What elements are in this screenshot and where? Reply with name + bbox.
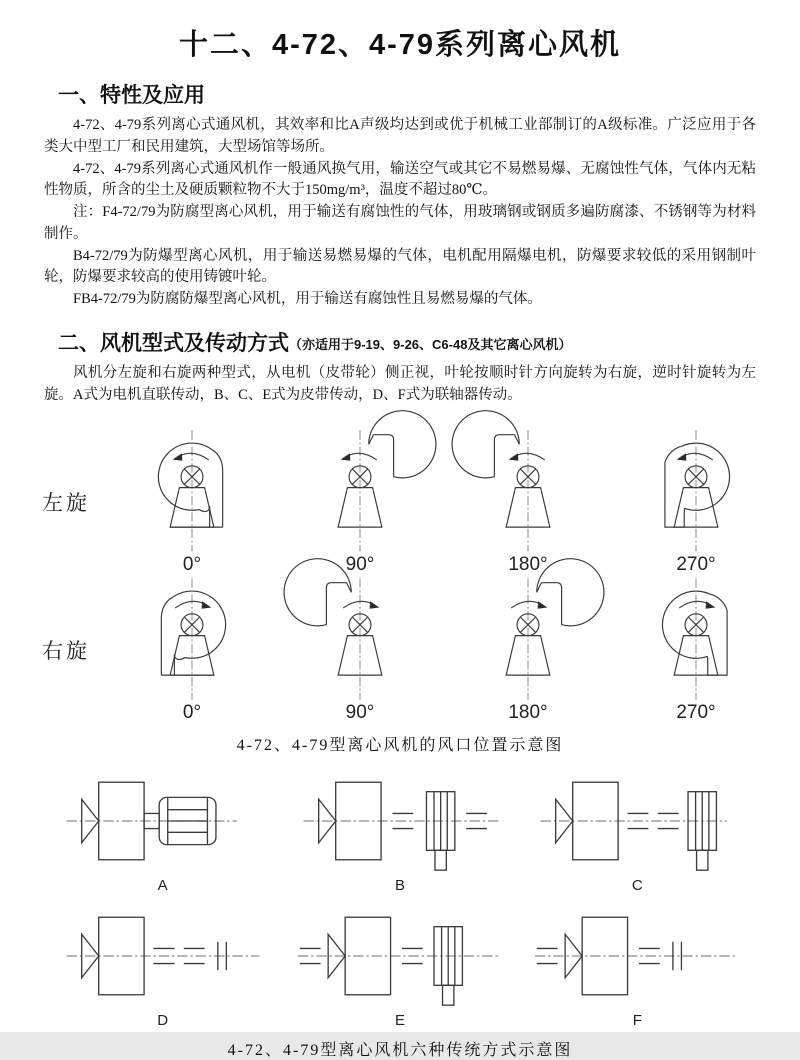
paragraph: FB4-72/79为防腐防爆型离心风机，用于输送有腐蚀性且易燃易爆的气体。 [73,291,542,307]
fan-cell-left-180 [444,428,612,576]
fan-cell-right-90 [276,576,444,724]
fan-cell-left-270 [612,428,780,576]
fan-cell-left-0 [108,428,276,576]
transmission-cell-d [44,904,281,1029]
angle-label: 270° [676,702,716,724]
fan-volute-180-mirror-icon [465,576,591,702]
transmission-label: E [394,1012,405,1030]
paragraph: 4-72、4-79系列离心式通风机作一般通风换气用，输送空气或其它不易燃易爆、无腐蚀性气体，气体内无粘性物质，所含的尘土及硬质颗粒物不大于150mg/m³，温度不超过80℃。 [44,160,756,199]
angle-label: 0° [182,554,202,576]
fan-cell-left-90 [276,428,444,576]
paragraph: 4-72、4-79系列离心式通风机，其效率和比A声级均达到或优于机械工业部制订的A级标准。广泛应用于各类大中型工厂和民用建筑，大型场馆等场所。 [44,117,756,155]
transmission-cell-e [281,904,518,1029]
row-label-right-rotation: 右旋 [42,639,90,664]
fan-row-left-rotation [0,428,800,576]
fan-volute-270-mirror-icon [633,576,759,702]
angle-label: 270° [676,554,716,576]
transmission-label: B [394,877,405,895]
fan-outlet-diagram [0,428,800,755]
transmission-a-icon [57,769,269,873]
angle-label: 180° [508,702,548,724]
section2-heading-text: 二、风机型式及传动方式 [58,331,289,355]
angle-label: 90° [345,702,375,724]
fan-diagram-caption: 4-72、4-79型离心风机的风口位置示意图 [236,737,564,755]
transmission-e-icon [294,904,506,1008]
section2-heading-note: （亦适用于9-19、9-26、C6-48及其它离心风机） [289,336,572,352]
fan-volute-270-icon [633,428,759,554]
transmission-label: D [157,1012,169,1030]
transmission-cell-c [519,769,756,894]
transmission-label: C [631,877,643,895]
fan-volute-0-icon [129,428,255,554]
section1-heading: 一、特性及应用 [58,84,205,107]
transmission-label: F [632,1012,642,1030]
transmission-cell-f [519,904,756,1029]
angle-label: 90° [345,554,375,576]
row-label-left-rotation: 左旋 [42,491,90,516]
transmission-f-icon [531,904,743,1008]
transmission-diagram-caption: 4-72、4-79型离心风机六种传统方式示意图 [227,1042,573,1060]
fan-row-right-rotation [0,576,800,724]
paragraph: 注：F4-72/79为防腐型离心风机，用于输送有腐蚀性的气体，用玻璃钢或钢质多遍防腐漆、不锈钢等为材料制作。 [44,204,756,242]
fan-volute-90-mirror-icon [297,576,423,702]
section1-body [44,115,756,311]
transmission-label: A [157,877,168,895]
fan-cell-right-0 [108,576,276,724]
angle-label: 180° [508,554,548,576]
transmission-c-icon [531,769,743,873]
transmission-cell-b [281,769,518,894]
transmission-d-icon [57,904,269,1008]
section2-heading [58,327,800,357]
fan-cell-right-270 [612,576,780,724]
section2-body [44,363,756,407]
transmission-diagram [0,769,800,1029]
paragraph: 风机分左旋和右旋两种型式，从电机（皮带轮）侧正视，叶轮按顺时针方向旋转为右旋，逆时针旋转为左旋。A式为电机直联传动，B、C、E式为皮带传动，D、F式为联轴器传动。 [44,364,756,403]
fan-volute-0-mirror-icon [129,576,255,702]
paragraph: B4-72/79为防爆型离心风机，用于输送易燃易爆的气体，电机配用隔爆电机，防爆要求较低的采用钢制叶轮，防爆要求较高的使用铸镀叶轮。 [44,247,756,286]
fan-cell-right-180 [444,576,612,724]
transmission-b-icon [294,769,506,873]
transmission-cell-a [44,769,281,894]
page-title: 十二、4-72、4-79系列离心风机 [178,29,622,61]
fan-volute-90-icon [297,428,423,554]
angle-label: 0° [182,702,202,724]
fan-volute-180-icon [465,428,591,554]
